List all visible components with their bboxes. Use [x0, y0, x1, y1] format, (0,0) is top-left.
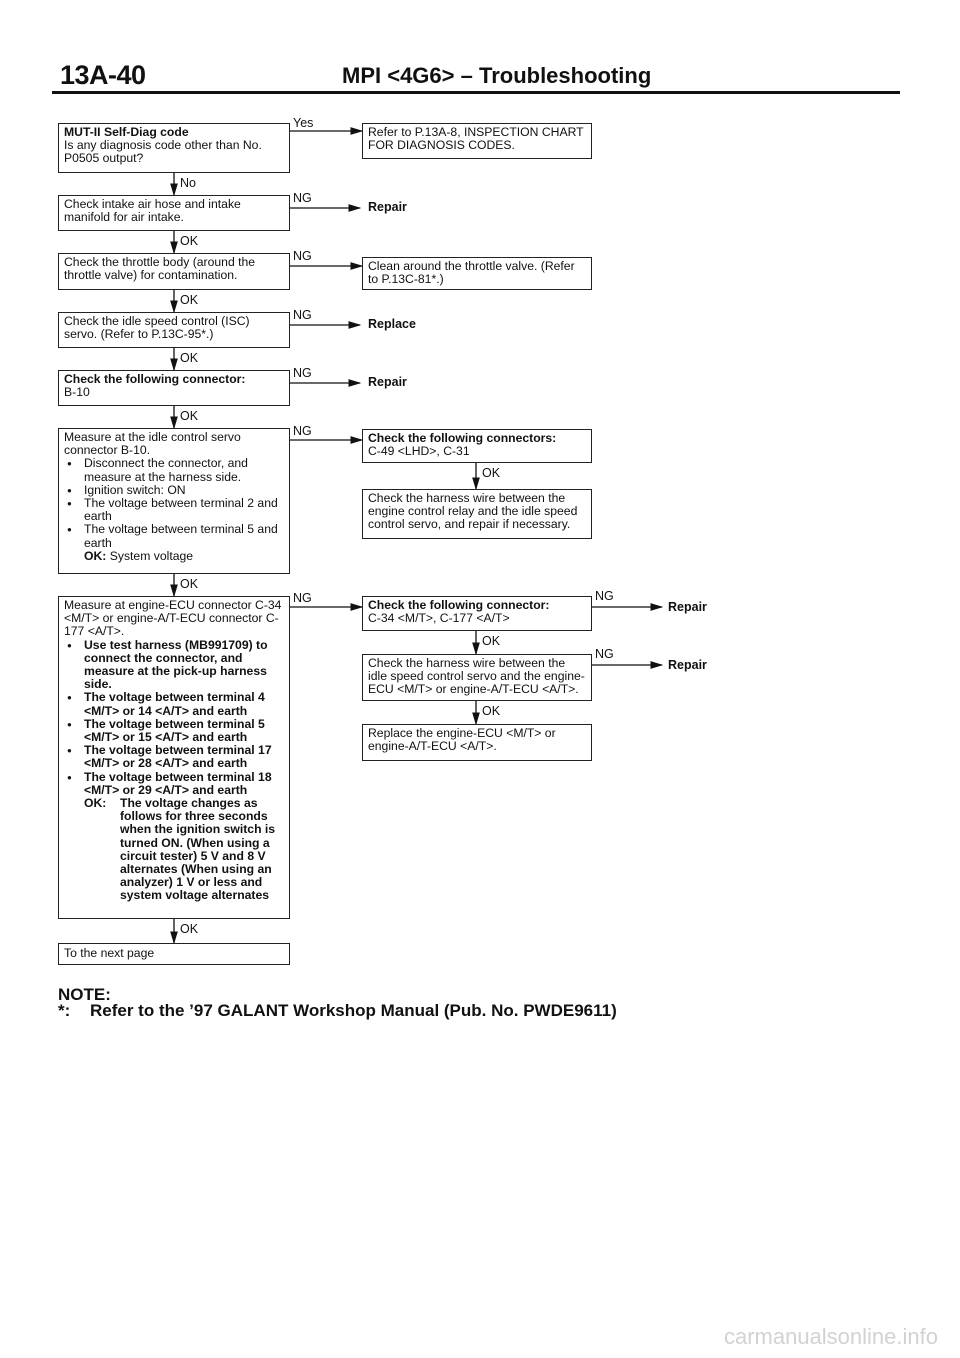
ng-label: NG: [293, 249, 312, 263]
result-text: C-34 <M/T>, C-177 <A/T>: [368, 611, 510, 626]
step-title: Check the following connector:: [64, 372, 246, 386]
ng-label: NG: [595, 647, 614, 661]
step-intake-air-check: [58, 195, 290, 231]
ok-spec: [64, 797, 284, 903]
step-connector-b10-check: [58, 370, 290, 406]
result-title: Check the following connectors:: [368, 431, 557, 445]
step-throttle-body-check: [58, 253, 290, 290]
ok-spec-text: The voltage changes as follows for three seconds when the ignition switch is turned ON. (When using a circuit tester) 5 V and 8 V alternates (When using an analyzer) 1 V or less and system voltage alternates: [120, 796, 276, 903]
step-text: Check the idle speed control (ISC) servo. (Refer to P.13C-95*.): [64, 314, 250, 342]
result-text: C-49 <LHD>, C-31: [368, 444, 470, 459]
ok-label: OK: [482, 634, 501, 648]
step-ecu-connector-measure: [58, 596, 290, 919]
step-text: Check intake air hose and intake manifold for air intake.: [64, 197, 241, 225]
result-title: Check the following connector:: [368, 598, 550, 612]
check-harness-servo-ecu: [362, 654, 592, 701]
ok-label: OK: [180, 409, 199, 423]
result-repair: Repair: [368, 200, 407, 214]
step-bullets: [64, 457, 284, 549]
ng-label: NG: [293, 424, 312, 438]
result-repair: Repair: [668, 658, 707, 672]
ng-label: NG: [293, 591, 312, 605]
bullet-item: ● Ignition switch: ON: [64, 484, 284, 497]
step-text: Measure at engine-ECU connector C-34 <M/T> or engine-A/T-ECU connector C-177 <A/T>.: [64, 598, 282, 639]
step-text: Measure at the idle control servo connector B-10.: [64, 430, 241, 458]
step-text: To the next page: [64, 946, 155, 960]
note-heading: NOTE:: [58, 985, 111, 1004]
step-idle-servo-measure: [58, 428, 290, 574]
replace-engine-ecu: [362, 724, 592, 761]
bullet-item: ● Disconnect the connector, and measure at the harness side.: [64, 457, 284, 483]
note-marker: *:: [58, 1001, 71, 1020]
step-isc-servo-check: [58, 312, 290, 348]
ok-spec-text: System voltage: [109, 548, 194, 563]
bullet-item: ● The voltage between terminal 5 <M/T> or 15 <A/T> and earth: [64, 718, 284, 744]
step-self-diag-code: [58, 123, 290, 173]
ok-label: OK: [180, 922, 199, 936]
page-title: MPI <4G6> – Troubleshooting: [342, 63, 652, 88]
result-text: Replace the engine-ECU <M/T> or engine-A/T-ECU <A/T>.: [368, 726, 556, 754]
bullet-item: ● The voltage between terminal 18 <M/T> or 29 <A/T> and earth: [64, 771, 284, 797]
ok-spec-label: OK:: [84, 548, 107, 563]
result-text: Refer to P.13A-8, INSPECTION CHART FOR DIAGNOSIS CODES.: [368, 125, 584, 153]
bullet-item: ● Use test harness (MB991709) to connect the connector, and measure at the pick-up harness side.: [64, 639, 284, 692]
ng-label: NG: [293, 366, 312, 380]
result-text: Check the harness wire between the idle speed control servo and the engine-ECU <M/T> or engine-A/T-ECU <A/T>.: [368, 656, 585, 697]
watermark: carmanualsonline.info: [723, 1324, 938, 1349]
ok-label: OK: [180, 293, 199, 307]
step-text: Check the throttle body (around the throttle valve) for contamination.: [64, 255, 256, 283]
ng-label: NG: [293, 191, 312, 205]
bullet-item: ● The voltage between terminal 4 <M/T> or 14 <A/T> and earth: [64, 691, 284, 717]
result-replace: Replace: [368, 317, 416, 331]
check-connector-c34-c177: [362, 596, 592, 631]
ok-label: OK: [180, 577, 199, 591]
bullet-item: ● The voltage between terminal 5 and earth: [64, 523, 284, 549]
ok-label: OK: [180, 351, 199, 365]
step-bullets: [64, 639, 284, 797]
bullet-item: ● The voltage between terminal 2 and earth: [64, 497, 284, 523]
result-text: Clean around the throttle valve. (Refer to P.13C-81*.): [368, 259, 575, 287]
step-title: MUT-II Self-Diag code: [64, 125, 189, 139]
clean-throttle-valve: [362, 257, 592, 290]
step-text: B-10: [64, 385, 90, 400]
ng-label: NG: [595, 589, 614, 603]
result-text: Check the harness wire between the engine control relay and the idle speed control servo, and repair if necessary.: [368, 491, 578, 532]
result-repair: Repair: [668, 600, 707, 614]
page-number: 13A-40: [60, 60, 146, 90]
no-label: No: [180, 176, 196, 190]
ok-label: OK: [482, 704, 501, 718]
note-body: [58, 1001, 617, 1021]
inspection-chart-reference: [362, 123, 592, 159]
check-connectors-c49-c31: [362, 429, 592, 463]
note-text: Refer to the ’97 GALANT Workshop Manual (Pub. No. PWDE9611): [90, 1001, 617, 1020]
yes-label: Yes: [293, 116, 314, 130]
ok-label: OK: [180, 234, 199, 248]
step-next-page: [58, 943, 290, 965]
ok-spec-label: OK:: [84, 796, 107, 811]
check-harness-relay-servo: [362, 489, 592, 539]
ok-spec: [64, 550, 284, 563]
ng-label: NG: [293, 308, 312, 322]
result-repair: Repair: [368, 375, 407, 389]
ok-label: OK: [482, 466, 501, 480]
step-text: Is any diagnosis code other than No. P0505 output?: [64, 138, 262, 166]
bullet-item: ● The voltage between terminal 17 <M/T> or 28 <A/T> and earth: [64, 744, 284, 770]
